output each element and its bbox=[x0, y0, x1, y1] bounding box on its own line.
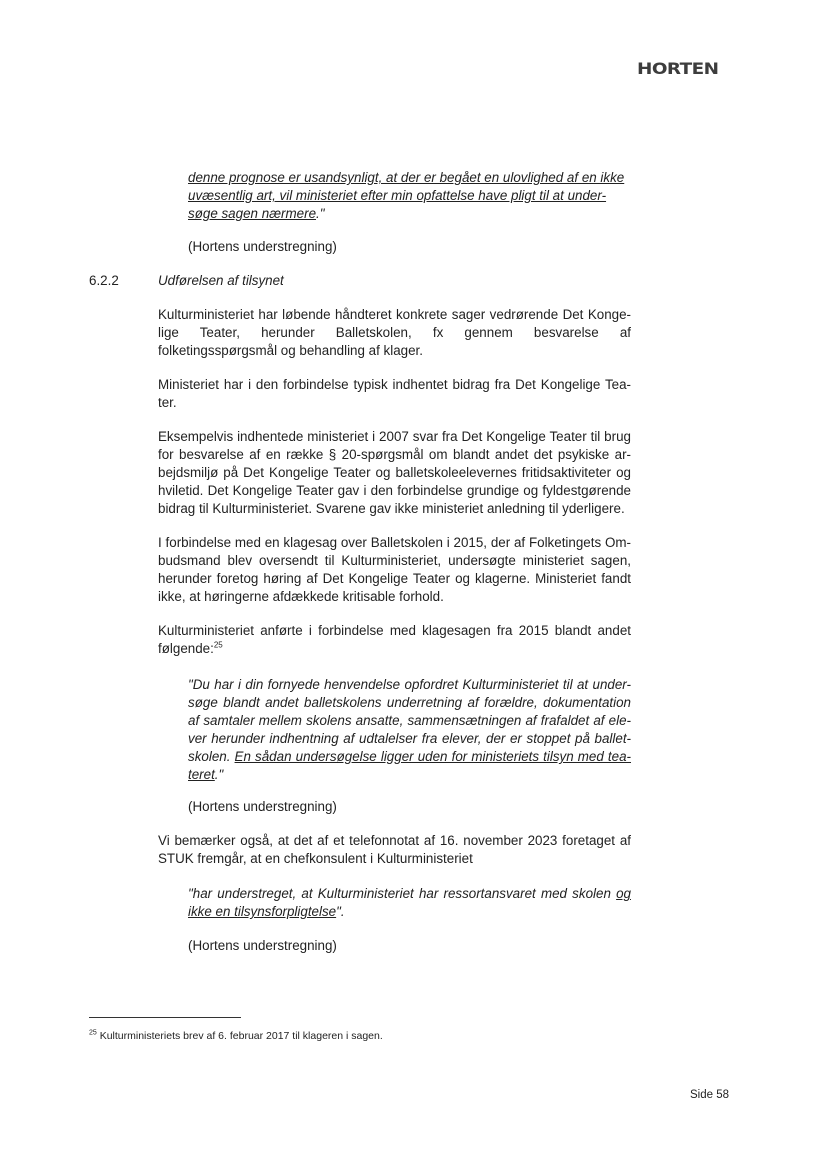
emphasis-note: (Hortens understregning) bbox=[188, 239, 337, 254]
paragraph: Kulturministeriet har løbende håndteret konkrete sager vedrørende Det Konge-lige Teater, herunder Balletskolen, fx gennem besvarelse af folketingsspørgsmål og behandling af klager. bbox=[158, 307, 631, 358]
paragraph: Vi bemærker også, at det af et telefonnotat af 16. november 2023 foretaget af STUK fremgår, at en chefkonsulent i Kulturministeriet bbox=[158, 833, 631, 866]
paragraph: Eksempelvis indhentede ministeriet i 2007 svar fra Det Kongelige Teater til brug for besvarelse af en række § 20-spørgsmål om blandt andet det psykiske ar-bejdsmiljø på Det Kongelige Teater og balletskoleelevernes fritidsaktiviteter og hviletid. Det Kongelige Teater gav i den forbindelse grundige og fyldestgørende bidrag til Kulturministeriet. Svarene gav ikke ministeriet anledning til yderligere. bbox=[158, 429, 631, 516]
horten-logo: HORTEN bbox=[637, 59, 719, 78]
footnote-text: Kulturministeriets brev af 6. februar 2017 til klageren i sagen. bbox=[96, 1030, 383, 1042]
quote-text: har understreget, at Kulturministeriet har ressortansvaret med skolen bbox=[192, 886, 617, 901]
paragraph bbox=[158, 622, 631, 658]
quote-line bbox=[188, 205, 631, 223]
quote-line: uvæsentlig art, vil ministeriet efter min opfattelse have pligt til at under- bbox=[188, 188, 607, 203]
page-number: Side 58 bbox=[690, 1089, 730, 1101]
quote-underlined-text: og ikke en tilsynsforpligtelse bbox=[188, 886, 631, 919]
footnote-divider bbox=[89, 1017, 241, 1018]
paragraph: Ministeriet har i den forbindelse typisk indhentet bidrag fra Det Kongelige Tea-ter. bbox=[158, 377, 631, 410]
emphasis-note: (Hortens understregning) bbox=[188, 938, 337, 953]
quote-closing: ." bbox=[316, 206, 325, 221]
emphasis-note: (Hortens understregning) bbox=[188, 799, 337, 814]
quote-closing: ." bbox=[214, 767, 224, 782]
block-quote bbox=[188, 676, 631, 784]
quote-text: "Du har i din fornyede henvendelse opfordret Kulturministeriet til at under-søge blandt andet balletskolens underretning af forældre, dokumentation af samtaler mellem skolens ansatte, sammensætningen af frafaldet af ele-ver herunder indhentning af udtalelser fra elever, der er stoppet på ballet-skolen. bbox=[188, 677, 631, 764]
quote-open: " bbox=[188, 886, 193, 901]
quote-continuation bbox=[188, 169, 631, 223]
quote-line: denne prognose er usandsynligt, at der er begået en ulovlighed af en ikke bbox=[188, 170, 625, 185]
footnote-reference: 25 bbox=[213, 640, 223, 650]
paragraph: I forbindelse med en klagesag over Balletskolen i 2015, der af Folketingets Om-budsmand blev oversendt til Kulturministeriet, undersøgte ministeriet sagen, herunder foretog høring af Det Kongelige Teater og klagerne. Ministeriet fandt ikke, at høringerne afdækkede kritisable forhold. bbox=[158, 535, 631, 604]
footnote bbox=[89, 1029, 383, 1043]
paragraph-text: Kulturministeriet anførte i forbindelse med klagesagen fra 2015 blandt andet følgende: bbox=[158, 623, 631, 656]
footnote-number: 25 bbox=[89, 1029, 97, 1037]
quote-closing: ". bbox=[336, 904, 345, 919]
section-title: Udførelsen af tilsynet bbox=[158, 273, 284, 288]
quote-underlined-text: En sådan undersøgelse ligger uden for ministeriets tilsyn med tea-teret bbox=[188, 749, 631, 782]
quote-underlined-text: søge sagen nærmere bbox=[188, 206, 317, 221]
section-number: 6.2.2 bbox=[89, 273, 119, 288]
block-quote bbox=[188, 885, 631, 921]
